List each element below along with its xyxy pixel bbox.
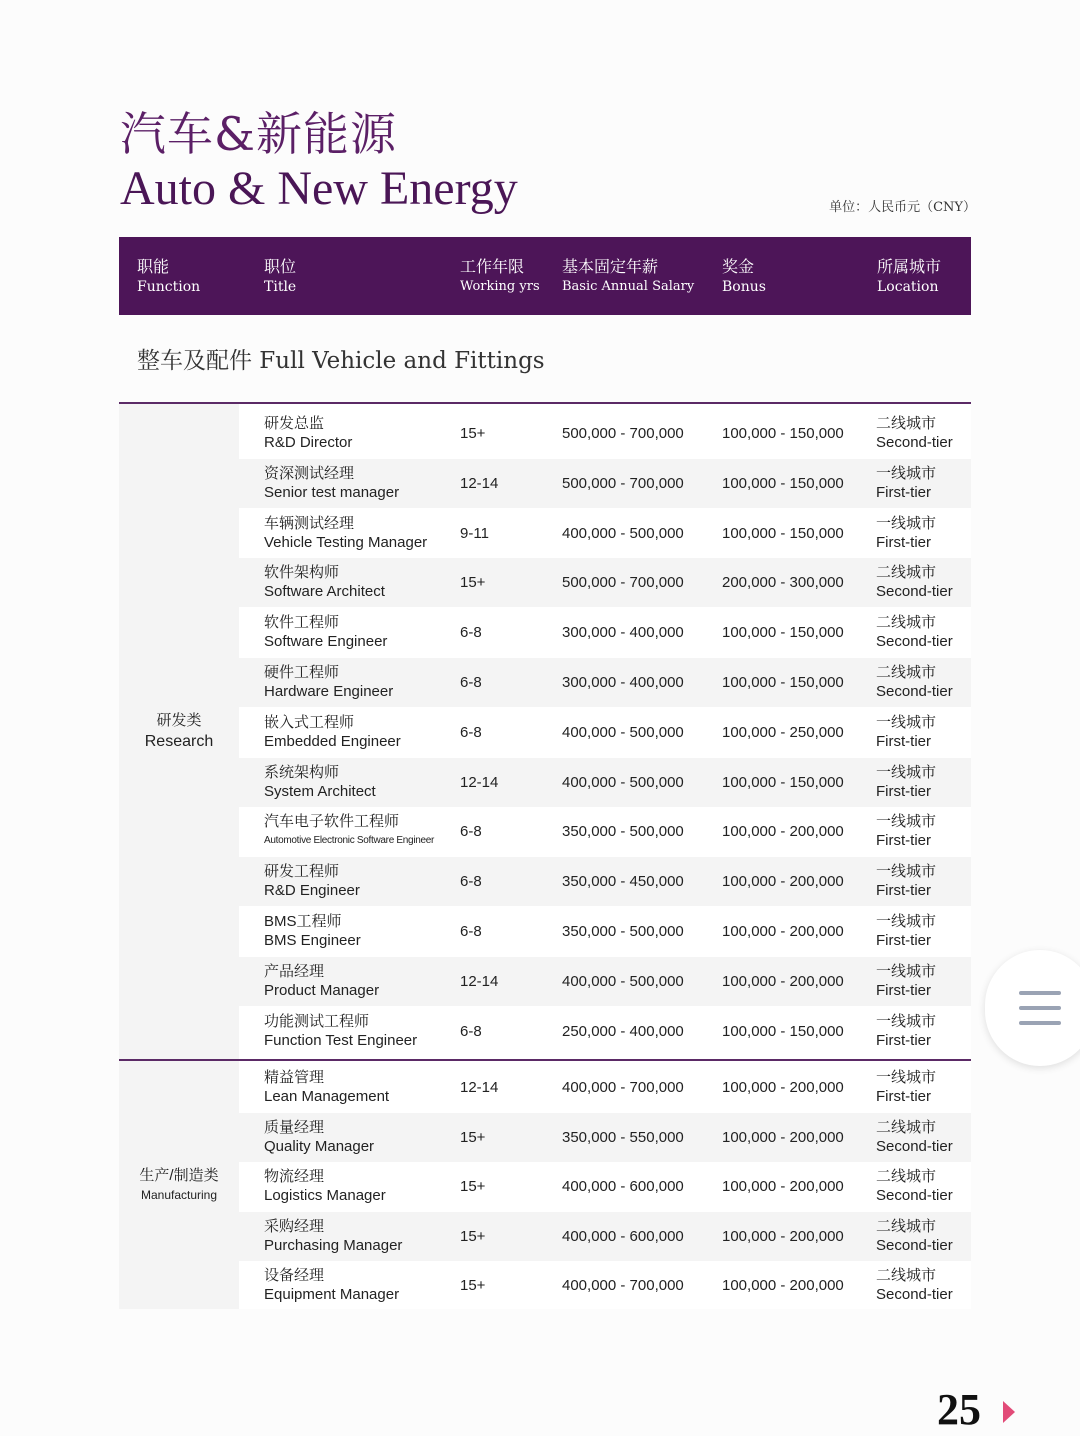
working-years: 6-8 [460, 723, 482, 741]
working-years: 15+ [460, 1227, 486, 1245]
table-row [239, 1063, 971, 1112]
location: 一线城市 First-tier [876, 514, 937, 551]
annual-salary: 350,000 - 450,000 [562, 873, 684, 891]
table-row [239, 1162, 971, 1211]
working-years: 15+ [460, 425, 486, 442]
location: 二线城市 Second-tier [876, 564, 953, 601]
location: 二线城市 Second-tier [876, 1118, 953, 1155]
bonus: 100,000 - 150,000 [722, 425, 844, 442]
location: 一线城市 First-tier [876, 1069, 937, 1105]
working-years: 15+ [460, 574, 486, 592]
job-title: 软件工程师 Software Engineer [264, 614, 388, 651]
annual-salary: 500,000 - 700,000 [562, 474, 684, 492]
location: 二线城市 Second-tier [876, 1168, 953, 1205]
location: 一线城市 First-tier [876, 713, 937, 750]
table-row [239, 1007, 971, 1056]
job-title: 质量经理 Quality Manager [264, 1118, 375, 1155]
working-years: 12-14 [460, 1079, 499, 1096]
table-row [239, 758, 971, 807]
header-location: 所属城市 Location [877, 257, 942, 295]
location: 一线城市 First-tier [876, 863, 937, 900]
page-title-cn: 汽车&新能源 [120, 107, 397, 161]
working-years: 12-14 [460, 474, 499, 492]
job-title: 系统架构师 System Architect [264, 763, 376, 800]
table-row [239, 807, 971, 856]
working-years: 6-8 [460, 624, 482, 642]
currency-unit: 单位：人民币元（CNY） [829, 200, 976, 215]
bonus: 100,000 - 150,000 [722, 773, 844, 791]
job-title: 研发总监 R&D Director [264, 415, 353, 451]
job-title: BMS工程师 BMS Engineer [264, 913, 361, 949]
working-years: 9-11 [460, 524, 489, 542]
annual-salary: 300,000 - 400,000 [562, 624, 684, 642]
function-cell: 研发类 Research [119, 404, 239, 1059]
annual-salary: 400,000 - 600,000 [562, 1178, 684, 1196]
location: 二线城市 Second-tier [876, 614, 953, 651]
working-years: 12-14 [460, 972, 499, 990]
job-title: 研发工程师 R&D Engineer [264, 863, 360, 900]
annual-salary: 300,000 - 400,000 [562, 674, 684, 691]
table-row [239, 558, 971, 607]
page-title-en: Auto & New Energy [120, 162, 518, 215]
menu-icon [1019, 1021, 1061, 1025]
working-years: 15+ [460, 1277, 486, 1295]
working-years: 12-14 [460, 773, 499, 791]
page-number: 25 [937, 1385, 981, 1434]
table-row [239, 907, 971, 956]
table-row [239, 409, 971, 458]
location: 二线城市 Second-tier [876, 664, 953, 700]
bonus: 100,000 - 200,000 [722, 1178, 844, 1196]
annual-salary: 400,000 - 500,000 [562, 524, 684, 542]
table-row [239, 509, 971, 558]
header-function: 职能 Function [137, 257, 201, 295]
location: 二线城市 Second-tier [876, 1267, 953, 1304]
bonus: 100,000 - 150,000 [722, 474, 844, 492]
job-title: 资深测试经理 Senior test manager [264, 464, 400, 501]
bonus: 100,000 - 200,000 [722, 823, 844, 841]
bonus: 100,000 - 200,000 [722, 1079, 844, 1096]
header-salary: 基本固定年薪 Basic Annual Salary [562, 257, 695, 294]
bonus: 100,000 - 200,000 [722, 972, 844, 990]
table-header [119, 237, 971, 315]
table-row [239, 658, 971, 707]
annual-salary: 350,000 - 500,000 [562, 923, 684, 940]
location: 一线城市 First-tier [876, 763, 937, 800]
annual-salary: 250,000 - 400,000 [562, 1022, 684, 1040]
annual-salary: 500,000 - 700,000 [562, 574, 684, 592]
job-title: 车辆测试经理 Vehicle Testing Manager [264, 514, 428, 551]
table-row [239, 1212, 971, 1261]
job-title: 功能测试工程师 Function Test Engineer [264, 1012, 418, 1049]
bonus: 100,000 - 150,000 [722, 524, 844, 542]
job-title: 软件架构师 Software Architect [264, 564, 385, 601]
job-title: 采购经理 Purchasing Manager [264, 1217, 403, 1254]
annual-salary: 400,000 - 500,000 [562, 723, 684, 741]
table-row [239, 459, 971, 508]
location: 一线城市 First-tier [876, 913, 937, 949]
header-title: 职位 Title [264, 257, 297, 295]
bonus: 100,000 - 200,000 [722, 1128, 844, 1146]
location: 一线城市 First-tier [876, 464, 937, 501]
menu-icon [1019, 1006, 1061, 1010]
location: 一线城市 First-tier [876, 962, 937, 999]
menu-icon [1019, 991, 1061, 995]
table-row [239, 608, 971, 657]
section-title: 整车及配件 Full Vehicle and Fittings [137, 348, 545, 374]
job-title: 嵌入式工程师 Embedded Engineer [264, 713, 401, 750]
bonus: 100,000 - 200,000 [722, 1277, 844, 1295]
location: 一线城市 First-tier [876, 813, 937, 850]
location: 一线城市 First-tier [876, 1012, 937, 1049]
annual-salary: 400,000 - 500,000 [562, 773, 684, 791]
function-group-manufacturing [119, 1061, 971, 1309]
annual-salary: 350,000 - 550,000 [562, 1128, 684, 1146]
working-years: 6-8 [460, 923, 482, 940]
bonus: 100,000 - 200,000 [722, 873, 844, 891]
bonus: 100,000 - 200,000 [722, 923, 844, 940]
job-title: 精益管理 Lean Management [264, 1069, 390, 1105]
bonus: 100,000 - 150,000 [722, 624, 844, 642]
bonus: 100,000 - 150,000 [722, 674, 844, 691]
annual-salary: 500,000 - 700,000 [562, 425, 684, 442]
next-page-arrow-icon[interactable] [1003, 1401, 1015, 1423]
working-years: 6-8 [460, 823, 482, 841]
job-title: 物流经理 Logistics Manager [264, 1168, 386, 1205]
job-title: 汽车电子软件工程师 Automotive Electronic Software Engineer [264, 813, 435, 847]
header-bonus: 奖金 Bonus [722, 257, 766, 295]
header-years: 工作年限 Working yrs [460, 257, 540, 294]
location: 二线城市 Second-tier [876, 1217, 953, 1254]
table-row [239, 708, 971, 757]
annual-salary: 400,000 - 700,000 [562, 1079, 684, 1096]
job-title: 硬件工程师 Hardware Engineer [264, 664, 394, 700]
working-years: 6-8 [460, 873, 482, 891]
bonus: 100,000 - 250,000 [722, 723, 844, 741]
working-years: 15+ [460, 1128, 486, 1146]
function-group-research [119, 404, 971, 1059]
table-row [239, 1261, 971, 1310]
bonus: 100,000 - 150,000 [722, 1022, 844, 1040]
annual-salary: 400,000 - 600,000 [562, 1227, 684, 1245]
table-row [239, 857, 971, 906]
table-row [239, 957, 971, 1006]
annual-salary: 350,000 - 500,000 [562, 823, 684, 841]
annual-salary: 400,000 - 500,000 [562, 972, 684, 990]
annual-salary: 400,000 - 700,000 [562, 1277, 684, 1295]
working-years: 6-8 [460, 1022, 482, 1040]
working-years: 6-8 [460, 674, 482, 691]
job-title: 设备经理 Equipment Manager [264, 1267, 400, 1304]
function-cell: 生产/制造类 Manufacturing [119, 1061, 239, 1309]
table-row [239, 1113, 971, 1162]
location: 二线城市 Second-tier [876, 415, 953, 451]
menu-button[interactable] [985, 950, 1080, 1066]
bonus: 200,000 - 300,000 [722, 574, 844, 592]
bonus: 100,000 - 200,000 [722, 1227, 844, 1245]
job-title: 产品经理 Product Manager [264, 962, 380, 999]
working-years: 15+ [460, 1178, 486, 1196]
